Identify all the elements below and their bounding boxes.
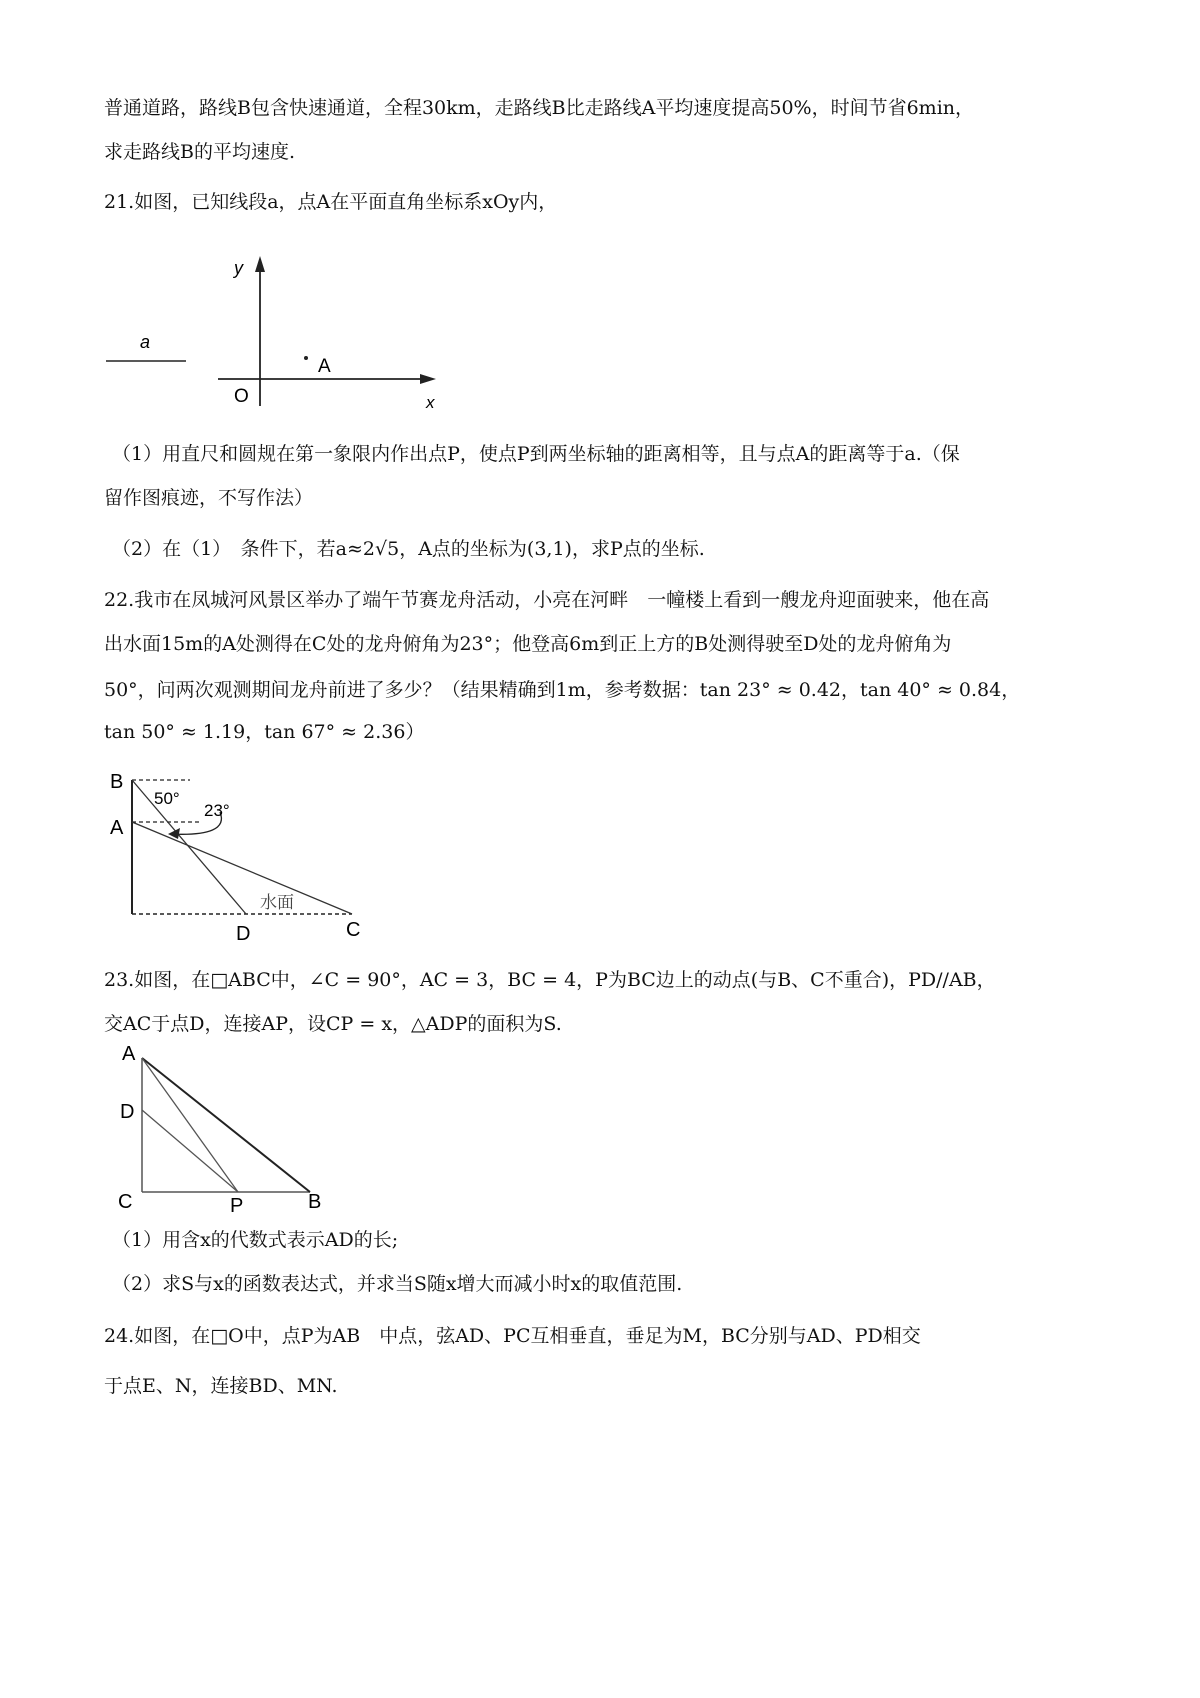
- segment-ap: [142, 1058, 238, 1192]
- problem21-part2: （2）在（1） 条件下，若a≈2√5，A点的坐标为(3,1)，求P点的坐标.: [112, 538, 705, 560]
- label-a: A: [122, 1043, 136, 1065]
- water-label: 水面: [260, 893, 294, 912]
- problem23-line2: 交AC于点D，连接AP，设CP = x，△ADP的面积为S.: [104, 1013, 562, 1035]
- label-c: C: [346, 919, 361, 941]
- problem24-line1: 24.如图，在□O中，点P为AB 中点，弦AD、PC互相垂直，垂足为M，BC分别与AD、PD相交: [104, 1325, 921, 1347]
- problem22-line2: 出水面15m的A处测得在C处的龙舟俯角为23°；他登高6m到正上方的B处测得驶至D处的龙舟俯角为: [104, 633, 952, 655]
- coordinate-figure: [100, 250, 460, 420]
- angle-50-label: 50°: [154, 789, 180, 808]
- label-b: B: [110, 771, 124, 793]
- label-d: D: [120, 1101, 135, 1123]
- dragon-boat-figure: [100, 762, 380, 952]
- problem20-line2: 求走路线B的平均速度.: [104, 141, 296, 163]
- problem21-stem: 21.如图，已知线段a，点A在平面直角坐标系xOy内，: [104, 191, 558, 213]
- label-c: C: [118, 1191, 133, 1213]
- y-axis-arrow: [255, 256, 265, 272]
- problem23-part2: （2）求S与x的函数表达式，并求当S随x增大而减小时x的取值范围.: [112, 1273, 683, 1295]
- problem22-line3: 50°，问两次观测期间龙舟前进了多少？（结果精确到1m，参考数据：tan 23° ≈ 0.42，tan 40° ≈ 0.84，: [104, 679, 1021, 701]
- problem22-line1: 22.我市在凤城河风景区举办了端午节赛龙舟活动，小亮在河畔 一幢楼上看到一艘龙舟迎面驶来，他在高: [104, 589, 990, 611]
- point-a: [304, 356, 308, 360]
- problem22-line4: tan 50° ≈ 1.19，tan 67° ≈ 2.36）: [104, 721, 425, 743]
- label-a: A: [110, 817, 124, 839]
- label-p: P: [230, 1195, 244, 1217]
- side-ab: [142, 1058, 310, 1192]
- sight-line-ac: [132, 822, 352, 914]
- origin-label: O: [234, 386, 249, 407]
- problem20-line1: 普通道路，路线B包含快速通道，全程30km，走路线B比走路线A平均速度提高50%，时间节省6min，: [104, 97, 975, 119]
- problem23-line1: 23.如图，在□ABC中，∠C = 90°，AC = 3，BC = 4，P为BC边上的动点(与B、C不重合)，PD//AB，: [104, 969, 996, 991]
- x-axis-arrow: [420, 374, 436, 384]
- problem24-line2: 于点E、N，连接BD、MN.: [104, 1375, 338, 1397]
- segment-a-label: a: [140, 332, 151, 352]
- problem21-part1-line2: 留作图痕迹，不写作法）: [104, 487, 314, 509]
- y-axis-label: y: [234, 258, 243, 278]
- problem21-part1-line1: （1）用直尺和圆规在第一象限内作出点P，使点P到两坐标轴的距离相等，且与点A的距离等于a.（保: [112, 443, 960, 465]
- point-a-label: A: [318, 356, 331, 377]
- label-b: B: [308, 1191, 322, 1213]
- angle-23-label: 23°: [204, 801, 230, 820]
- x-axis-label: x: [426, 393, 435, 412]
- problem23-part1: （1）用含x的代数式表示AD的长;: [112, 1229, 399, 1251]
- triangle-abc-figure: [100, 1040, 340, 1220]
- label-d: D: [236, 923, 251, 945]
